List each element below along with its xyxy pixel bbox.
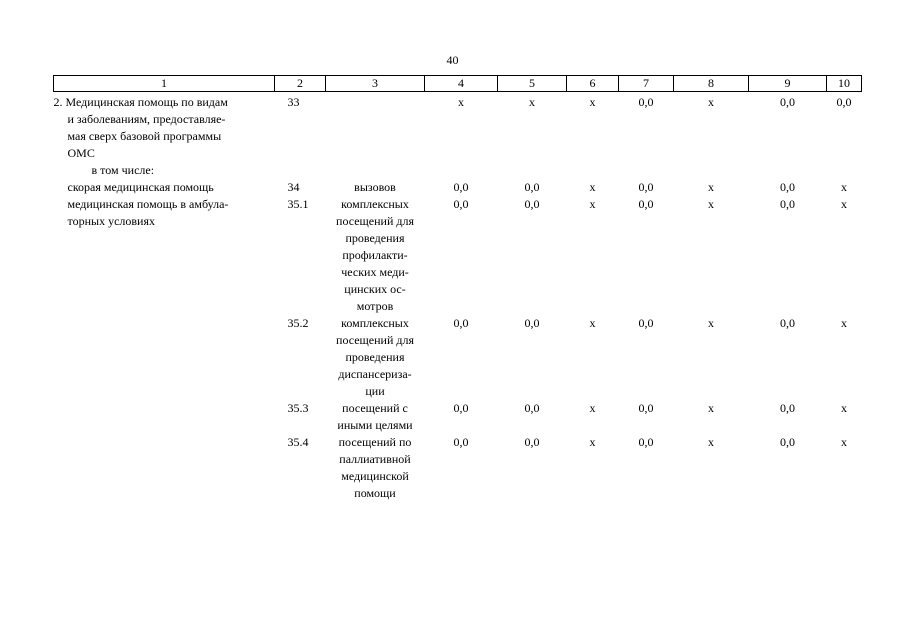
row-unit-line: помощи: [354, 486, 396, 500]
row-unit-line: профилакти-: [342, 248, 408, 262]
row-name: [54, 196, 275, 315]
table-row: [54, 92, 862, 180]
row-name-line: и заболеваниям, предоставляе-: [67, 112, 226, 126]
cell-col7: 0,0: [638, 197, 654, 211]
row-code: 34: [287, 180, 300, 194]
cell-col6: х: [589, 95, 596, 109]
table-row: [54, 315, 862, 400]
row-name-line: торных условиях: [67, 214, 155, 228]
column-header: 5: [498, 76, 567, 92]
cell-col6: х: [589, 401, 596, 415]
cell-col5: 0,0: [524, 401, 540, 415]
row-name-line: 2. Медицинская помощь по видам: [53, 95, 228, 109]
cell-col10: х: [841, 197, 847, 211]
row-unit-line: паллиативной: [339, 452, 411, 466]
column-header: 6: [567, 76, 619, 92]
cell-col6: х: [589, 435, 596, 449]
row-unit: вызовов: [354, 180, 396, 194]
row-subheading: в том числе:: [91, 163, 155, 177]
row-unit-line: комплексных: [341, 316, 409, 330]
row-name: [54, 400, 275, 434]
cell-col7: 0,0: [638, 95, 654, 109]
row-code: 35.3: [287, 401, 309, 415]
row-code: 35.4: [287, 435, 309, 449]
row-name: скорая медицинская помощь: [67, 180, 214, 194]
row-unit: [326, 315, 425, 400]
cell-col10: х: [841, 401, 847, 415]
row-unit: [326, 92, 425, 180]
row-unit: [326, 196, 425, 315]
row-unit: [326, 400, 425, 434]
cell-col9: 0,0: [780, 435, 795, 449]
cell-col9: 0,0: [780, 180, 795, 194]
row-unit-line: посещений для: [336, 333, 414, 347]
cell-col5: 0,0: [524, 180, 540, 194]
header-row: [54, 76, 862, 92]
cell-col4: 0,0: [453, 316, 469, 330]
table-row: [54, 434, 862, 502]
row-unit-line: посещений с: [342, 401, 408, 415]
cell-col4: х: [458, 95, 464, 109]
cell-col5: 0,0: [524, 316, 540, 330]
cell-col5: 0,0: [524, 435, 540, 449]
cell-col8: х: [708, 180, 714, 194]
column-header: 9: [749, 76, 827, 92]
cell-col7: 0,0: [638, 401, 654, 415]
row-name-line: ОМС: [67, 146, 95, 160]
row-unit-line: комплексных: [341, 197, 409, 211]
cell-col6: х: [589, 316, 596, 330]
cell-col10: х: [841, 435, 847, 449]
row-name: [54, 434, 275, 502]
row-unit-line: медицинской: [341, 469, 409, 483]
column-header: 8: [674, 76, 749, 92]
cell-col8: х: [708, 316, 714, 330]
cell-col7: 0,0: [638, 316, 654, 330]
cell-col5: 0,0: [524, 197, 540, 211]
row-name: [54, 315, 275, 400]
cell-col10: х: [841, 316, 847, 330]
row-code: 33: [287, 95, 300, 109]
row-unit: [326, 434, 425, 502]
row-unit-line: мотров: [356, 299, 394, 313]
cell-col8: х: [708, 435, 714, 449]
cell-col9: 0,0: [780, 95, 795, 109]
cell-col6: х: [589, 180, 596, 194]
column-header: 1: [54, 76, 275, 92]
table-row: [54, 400, 862, 434]
cell-col8: х: [708, 197, 714, 211]
cell-col8: х: [708, 401, 714, 415]
column-header: 4: [425, 76, 498, 92]
cell-col4: 0,0: [453, 197, 469, 211]
row-unit-line: цинских ос-: [344, 282, 406, 296]
data-table: [53, 75, 862, 502]
cell-col8: х: [708, 95, 714, 109]
table-row: [54, 196, 862, 315]
column-header: 10: [827, 76, 862, 92]
cell-col10: 0,0: [836, 95, 852, 109]
cell-col4: 0,0: [453, 180, 469, 194]
page-number: 40: [446, 53, 459, 67]
row-code: 35.1: [287, 197, 309, 211]
cell-col5: х: [529, 95, 535, 109]
table-row: [54, 179, 862, 196]
column-header: 2: [275, 76, 326, 92]
row-unit-line: проведения: [345, 350, 405, 364]
row-unit-line: ческих меди-: [341, 265, 409, 279]
cell-col7: 0,0: [638, 435, 654, 449]
row-unit-line: проведения: [345, 231, 405, 245]
cell-col9: 0,0: [780, 197, 795, 211]
column-header: 3: [326, 76, 425, 92]
row-unit-line: посещений по: [338, 435, 412, 449]
row-code: 35.2: [287, 316, 309, 330]
cell-col4: 0,0: [453, 401, 469, 415]
cell-col9: 0,0: [780, 401, 795, 415]
row-name-line: мая сверх базовой программы: [67, 129, 222, 143]
cell-col10: х: [841, 180, 847, 194]
cell-col6: х: [589, 197, 596, 211]
row-unit-line: диспансериза-: [338, 367, 412, 381]
cell-col4: 0,0: [453, 435, 469, 449]
row-unit-line: посещений для: [336, 214, 414, 228]
cell-col9: 0,0: [780, 316, 795, 330]
cell-col7: 0,0: [638, 180, 654, 194]
row-unit-line: ции: [365, 384, 385, 398]
column-header: 7: [619, 76, 674, 92]
row-name: [54, 92, 275, 180]
row-name-line: медицинская помощь в амбула-: [67, 197, 229, 211]
row-unit-line: иными целями: [337, 418, 413, 432]
